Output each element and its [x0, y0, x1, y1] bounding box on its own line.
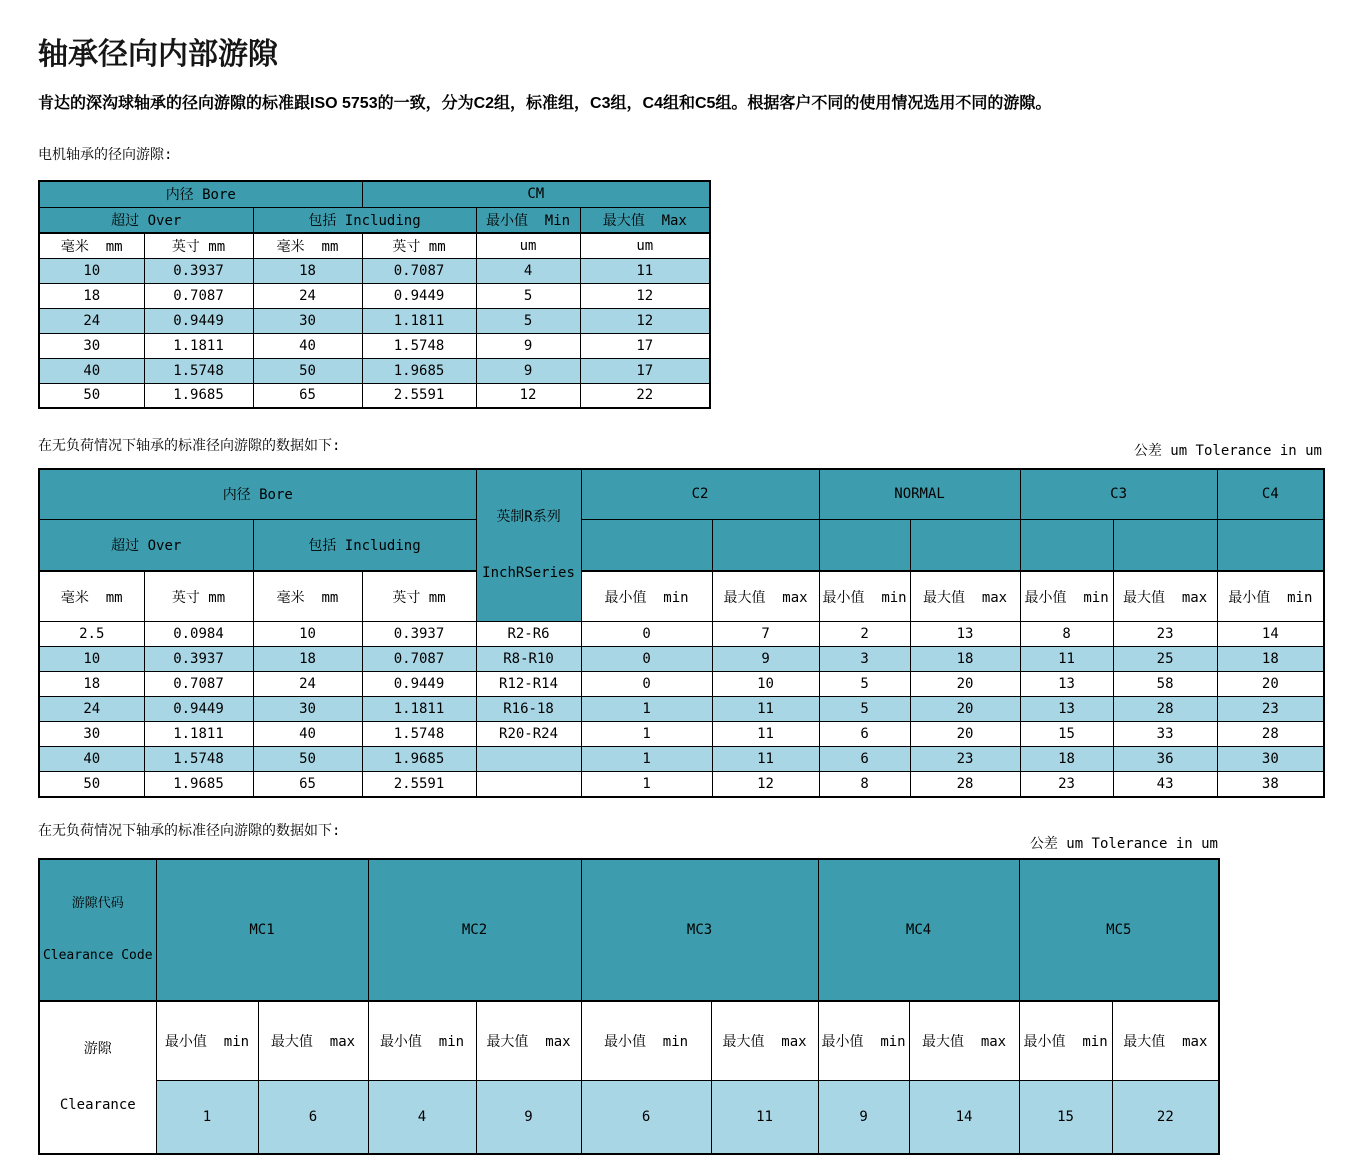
cell: [476, 747, 581, 772]
cell: 24: [39, 308, 144, 333]
cell: 5: [476, 283, 580, 308]
t1-header-cm: CM: [362, 181, 710, 207]
cell: 13: [910, 622, 1020, 647]
cell: 24: [253, 283, 362, 308]
cell: 0: [581, 647, 712, 672]
t3-header-mc2: MC2: [368, 859, 581, 1001]
cell: 0.9449: [362, 672, 476, 697]
max-header: 最大值 max: [258, 1001, 368, 1080]
table-row: [39, 1080, 1219, 1154]
clearance-code-line1: 游隙代码: [71, 895, 124, 911]
cell: 1.5748: [144, 358, 253, 383]
cell: 25: [1113, 647, 1217, 672]
table-row: [39, 258, 710, 283]
unit-header: 英寸 mm: [144, 233, 253, 258]
max-header: 最大值 max: [1113, 571, 1217, 621]
t1-header-including: 包括 Including: [253, 207, 476, 233]
cell: 5: [819, 697, 910, 722]
cell: 30: [253, 308, 362, 333]
cell: 11: [580, 258, 710, 283]
cell: 15: [1020, 722, 1113, 747]
section3-heading: 在无负荷情况下轴承的标准径向游隙的数据如下:: [38, 822, 341, 839]
cell: 6: [581, 1080, 711, 1154]
clearance-code-line2: Clearance Code: [42, 948, 153, 964]
clearance-line2: Clearance: [59, 1097, 136, 1114]
page-title: 轴承径向内部游隙: [38, 38, 278, 71]
min-header: 最小值 min: [368, 1001, 476, 1080]
table-header-row: [39, 519, 1324, 571]
table-row: [39, 622, 1324, 647]
t3-header-mc4: MC4: [818, 859, 1019, 1001]
cell: 65: [253, 772, 362, 797]
cell: 2.5591: [362, 772, 476, 797]
cell: 0.3937: [362, 622, 476, 647]
cell: 0.3937: [144, 258, 253, 283]
cell: 1.1811: [144, 722, 253, 747]
cell: 1.1811: [362, 308, 476, 333]
cell: R16-18: [476, 697, 581, 722]
cell: 11: [712, 697, 819, 722]
cell: 15: [1019, 1080, 1112, 1154]
motor-bearing-clearance-table: [38, 180, 711, 409]
cell: 0: [581, 622, 712, 647]
cell: 23: [1113, 622, 1217, 647]
cell: 6: [819, 722, 910, 747]
cell: 23: [910, 747, 1020, 772]
cell: 12: [580, 283, 710, 308]
min-header: 最小值 min: [1217, 571, 1324, 621]
min-header: 最小值 min: [819, 571, 910, 621]
section2-heading: 在无负荷情况下轴承的标准径向游隙的数据如下:: [38, 438, 341, 454]
spacer-cell: [819, 519, 910, 571]
table-row: [39, 697, 1324, 722]
cell: 1.1811: [144, 333, 253, 358]
cell: 0: [581, 672, 712, 697]
cell: 12: [476, 383, 580, 408]
t1-header-min: 最小值 Min: [476, 207, 580, 233]
cell: 30: [39, 333, 144, 358]
cell: 40: [39, 747, 144, 772]
cell: 9: [476, 333, 580, 358]
cell: 8: [1020, 622, 1113, 647]
unit-header: 毫米 mm: [39, 571, 144, 621]
cell: 1.5748: [362, 722, 476, 747]
cell: 28: [910, 772, 1020, 797]
cell: 1: [581, 697, 712, 722]
spacer-cell: [712, 519, 819, 571]
cell: 18: [1217, 647, 1324, 672]
table-row: [39, 647, 1324, 672]
cell: 1: [581, 772, 712, 797]
min-header: 最小值 min: [1019, 1001, 1112, 1080]
cell: R12-R14: [476, 672, 581, 697]
max-header: 最大值 max: [712, 571, 819, 621]
cell: 1: [156, 1080, 258, 1154]
table-row: [39, 672, 1324, 697]
spacer-cell: [1217, 519, 1324, 571]
t2-header-c4: C4: [1217, 469, 1324, 519]
cell: 7: [712, 622, 819, 647]
cell: [476, 772, 581, 797]
cell: 0.9449: [144, 697, 253, 722]
cell: 40: [39, 358, 144, 383]
cell: 1: [581, 747, 712, 772]
unit-header: 毫米 mm: [253, 233, 362, 258]
clearance-code-table: [38, 858, 1220, 1155]
table-row: [39, 308, 710, 333]
cell: 12: [580, 308, 710, 333]
cell: R20-R24: [476, 722, 581, 747]
cell: 0.7087: [144, 283, 253, 308]
cell: 20: [1217, 672, 1324, 697]
table-row: [39, 358, 710, 383]
cell: 1.9685: [144, 383, 253, 408]
min-header: 最小值 min: [818, 1001, 909, 1080]
unit-header: 毫米 mm: [39, 233, 144, 258]
inch-r-series-line1: 英制R系列: [496, 508, 561, 525]
spacer-cell: [1113, 519, 1217, 571]
cell: 22: [1112, 1080, 1219, 1154]
table-subheader-row: [39, 1001, 1219, 1080]
t2-header-inch-r-series: [476, 469, 581, 622]
cell: 1.1811: [362, 697, 476, 722]
unit-header: um: [580, 233, 710, 258]
table-row: [39, 383, 710, 408]
cell: 8: [819, 772, 910, 797]
cell: 24: [253, 672, 362, 697]
cell: 0.7087: [362, 258, 476, 283]
cell: 38: [1217, 772, 1324, 797]
cell: 5: [819, 672, 910, 697]
cell: 0.7087: [362, 647, 476, 672]
unit-header: um: [476, 233, 580, 258]
t2-header-over: 超过 Over: [39, 519, 253, 571]
table-header-row: [39, 469, 1324, 519]
inch-r-series-line2: InchRSeries: [482, 565, 575, 582]
cell: 9: [476, 358, 580, 383]
cell: 0.0984: [144, 622, 253, 647]
cell: 1.5748: [362, 333, 476, 358]
tolerance-note: 公差 um Tolerance in um: [1029, 835, 1218, 852]
tolerance-note: 公差 um Tolerance in um: [1133, 443, 1322, 459]
t2-header-c3: C3: [1020, 469, 1217, 519]
cell: 50: [39, 772, 144, 797]
cell: 28: [1113, 697, 1217, 722]
cell: 2: [819, 622, 910, 647]
cell: 18: [39, 283, 144, 308]
t1-header-max: 最大值 Max: [580, 207, 710, 233]
cell: 17: [580, 333, 710, 358]
cell: 30: [1217, 747, 1324, 772]
table-subheader-row: [39, 233, 710, 258]
cell: 4: [368, 1080, 476, 1154]
min-header: 最小值 min: [156, 1001, 258, 1080]
t3-header-mc1: MC1: [156, 859, 368, 1001]
cell: 12: [712, 772, 819, 797]
t3-header-clearance-code: [39, 859, 156, 1001]
t3-header-mc5: MC5: [1019, 859, 1219, 1001]
cell: 13: [1020, 697, 1113, 722]
cell: 10: [712, 672, 819, 697]
cell: 65: [253, 383, 362, 408]
cell: 0.9449: [362, 283, 476, 308]
table-row: [39, 772, 1324, 797]
cell: 10: [39, 647, 144, 672]
max-header: 最大值 max: [476, 1001, 581, 1080]
cell: 30: [253, 697, 362, 722]
standard-clearance-table: [38, 468, 1325, 798]
table-row: [39, 747, 1324, 772]
t2-header-c2: C2: [581, 469, 819, 519]
max-header: 最大值 max: [910, 571, 1020, 621]
cell: 20: [910, 697, 1020, 722]
cell: 22: [580, 383, 710, 408]
table-header-row: [39, 181, 710, 207]
cell: 36: [1113, 747, 1217, 772]
t1-header-bore: 内径 Bore: [39, 181, 362, 207]
cell: 18: [253, 258, 362, 283]
cell: 11: [711, 1080, 818, 1154]
cell: 1.9685: [362, 358, 476, 383]
table-row: [39, 283, 710, 308]
unit-header: 英寸 mm: [144, 571, 253, 621]
t1-header-over: 超过 Over: [39, 207, 253, 233]
max-header: 最大值 max: [711, 1001, 818, 1080]
min-header: 最小值 min: [581, 1001, 711, 1080]
table-header-row: [39, 859, 1219, 1001]
cell: 9: [818, 1080, 909, 1154]
cell: 10: [39, 258, 144, 283]
max-header: 最大值 max: [1112, 1001, 1219, 1080]
table-header-row: [39, 207, 710, 233]
cell: 14: [909, 1080, 1019, 1154]
cell: 24: [39, 697, 144, 722]
clearance-line1: 游隙: [83, 1040, 112, 1057]
unit-header: 英寸 mm: [362, 571, 476, 621]
cell: 20: [910, 672, 1020, 697]
unit-header: 毫米 mm: [253, 571, 362, 621]
cell: 0.7087: [144, 672, 253, 697]
cell: 6: [258, 1080, 368, 1154]
cell: 1.9685: [144, 772, 253, 797]
min-header: 最小值 min: [1020, 571, 1113, 621]
t3-header-clearance: [39, 1001, 156, 1154]
cell: R2-R6: [476, 622, 581, 647]
cell: 0.3937: [144, 647, 253, 672]
cell: 58: [1113, 672, 1217, 697]
cell: 0.9449: [144, 308, 253, 333]
unit-header: 英寸 mm: [362, 233, 476, 258]
max-header: 最大值 max: [909, 1001, 1019, 1080]
cell: 50: [253, 747, 362, 772]
cell: 5: [476, 308, 580, 333]
cell: 17: [580, 358, 710, 383]
section1-heading: 电机轴承的径向游隙:: [38, 147, 173, 163]
cell: 20: [910, 722, 1020, 747]
t2-header-including: 包括 Including: [253, 519, 476, 571]
cell: 1.9685: [362, 747, 476, 772]
intro-paragraph: 肯达的深沟球轴承的径向游隙的标准跟ISO 5753的一致，分为C2组，标准组，C3组，C4组和C5组。根据客户不同的使用情况选用不同的游隙。: [38, 95, 1052, 112]
cell: 3: [819, 647, 910, 672]
cell: 28: [1217, 722, 1324, 747]
spacer-cell: [1020, 519, 1113, 571]
table-subheader-row: [39, 571, 1324, 621]
min-header: 最小值 min: [581, 571, 712, 621]
cell: 40: [253, 722, 362, 747]
table-row: [39, 333, 710, 358]
cell: 11: [712, 747, 819, 772]
cell: 6: [819, 747, 910, 772]
cell: 11: [1020, 647, 1113, 672]
cell: 9: [712, 647, 819, 672]
cell: 40: [253, 333, 362, 358]
cell: 14: [1217, 622, 1324, 647]
cell: 23: [1020, 772, 1113, 797]
cell: 11: [712, 722, 819, 747]
cell: 43: [1113, 772, 1217, 797]
cell: R8-R10: [476, 647, 581, 672]
cell: 2.5: [39, 622, 144, 647]
t2-header-bore: 内径 Bore: [39, 469, 476, 519]
cell: 2.5591: [362, 383, 476, 408]
cell: 1: [581, 722, 712, 747]
cell: 13: [1020, 672, 1113, 697]
cell: 30: [39, 722, 144, 747]
spacer-cell: [581, 519, 712, 571]
table-row: [39, 722, 1324, 747]
cell: 33: [1113, 722, 1217, 747]
cell: 10: [253, 622, 362, 647]
t3-header-mc3: MC3: [581, 859, 818, 1001]
cell: 50: [253, 358, 362, 383]
spacer-cell: [910, 519, 1020, 571]
cell: 1.5748: [144, 747, 253, 772]
t2-header-normal: NORMAL: [819, 469, 1020, 519]
cell: 23: [1217, 697, 1324, 722]
cell: 50: [39, 383, 144, 408]
cell: 18: [1020, 747, 1113, 772]
cell: 18: [253, 647, 362, 672]
cell: 18: [910, 647, 1020, 672]
cell: 4: [476, 258, 580, 283]
cell: 9: [476, 1080, 581, 1154]
cell: 18: [39, 672, 144, 697]
